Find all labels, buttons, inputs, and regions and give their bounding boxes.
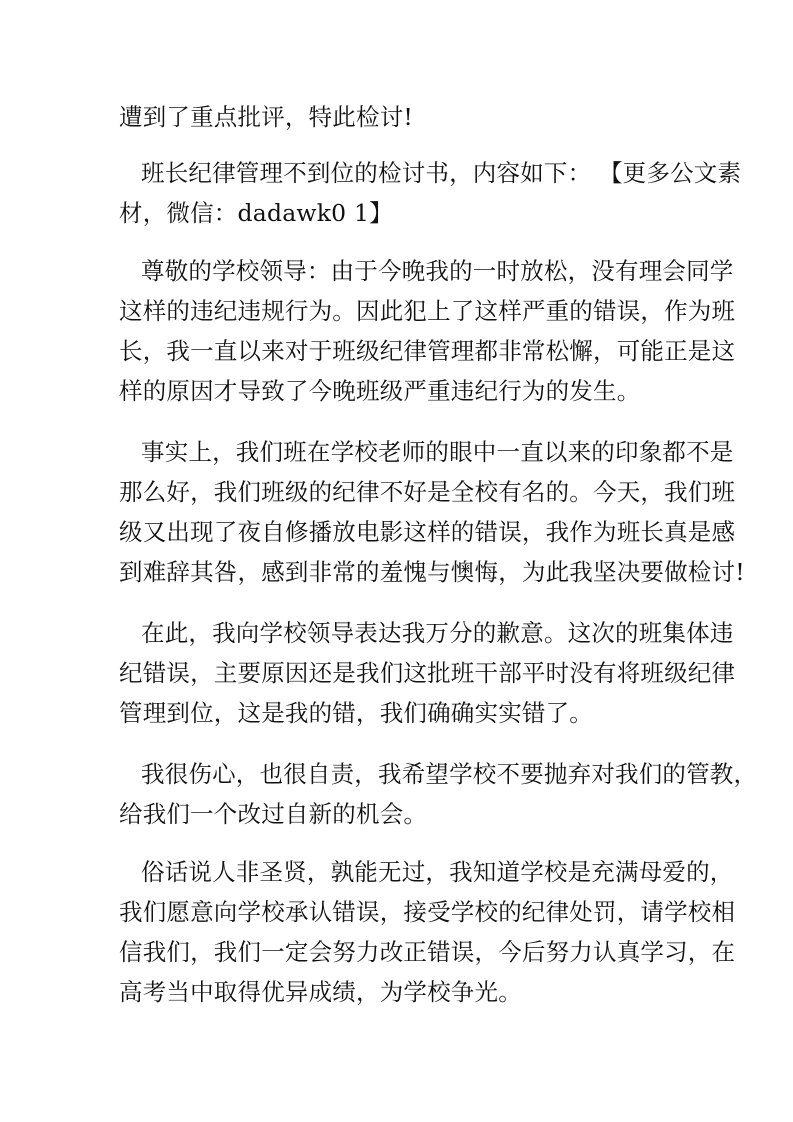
- paragraph-facts: [119, 432, 745, 592]
- text-line: 在此，我向学校领导表达我万分的歉意。这次的班集体违: [141, 619, 734, 647]
- text-line: 那么好，我们班级的纪律不好是全校有名的。今天，我们班: [119, 478, 736, 506]
- text-line: 长，我一直以来对于班级纪律管理都非常松懈，可能正是这: [119, 337, 736, 365]
- text-line: 管理到位，这是我的错，我们确确实实错了。: [119, 699, 593, 727]
- text-line: 事实上，我们班在学校老师的眼中一直以来的印象都不是: [141, 438, 734, 466]
- text-line: 给我们一个改过自新的机会。: [119, 800, 428, 828]
- text-line: 我们愿意向学校承认错误，接受学校的纪律处罚，请学校相: [119, 898, 736, 926]
- text-line: 纪错误，主要原因还是我们这批班干部平时没有将班级纪律: [119, 659, 736, 687]
- paragraph-feelings: [119, 754, 758, 834]
- text-line: 到难辞其咎，感到非常的羞愧与懊悔，为此我坚决要做检讨!: [119, 558, 745, 586]
- text-line: 级又出现了夜自修播放电影这样的错误，我作为班长真是感: [119, 518, 736, 546]
- text-line: 高考当中取得优异成绩，为学校争光。: [119, 978, 522, 1006]
- paragraph-salutation: [119, 251, 736, 411]
- paragraph-title: [119, 153, 742, 233]
- text-line: 这样的违纪违规行为。因此犯上了这样严重的错误，作为班: [119, 297, 736, 325]
- text-line: 俗话说人非圣贤，孰能无过，我知道学校是充满母爱的，: [141, 858, 734, 886]
- text-line: 遭到了重点批评，特此检讨!: [119, 103, 414, 131]
- text-line: 信我们，我们一定会努力改正错误，今后努力认真学习，在: [119, 938, 736, 966]
- paragraph-promise: [119, 852, 736, 1012]
- paragraph-apology: [119, 613, 736, 733]
- text-line: 班长纪律管理不到位的检讨书，内容如下： 【更多公文素: [141, 159, 742, 187]
- text-line: 尊敬的学校领导：由于今晚我的一时放松，没有理会同学: [141, 257, 734, 285]
- paragraph-closing-line: [119, 97, 679, 137]
- text-line: 我很伤心，也很自责，我希望学校不要抛弃对我们的管教，: [141, 760, 758, 788]
- text-line: 材，微信：dadawk0 1】: [119, 199, 393, 227]
- text-line: 样的原因才导致了今晚班级严重违纪行为的发生。: [119, 377, 641, 405]
